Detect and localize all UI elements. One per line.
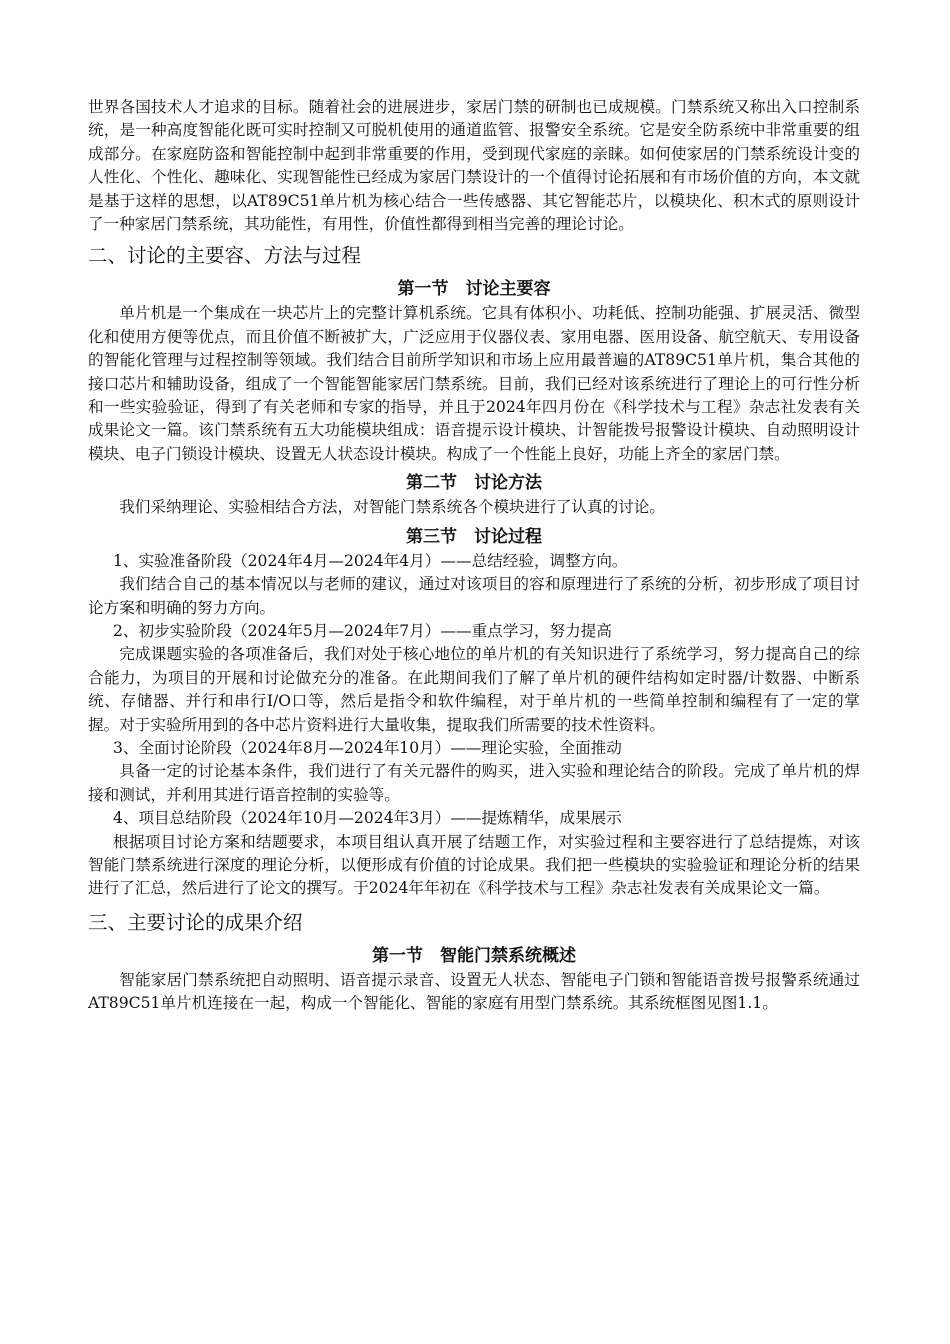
document-page bbox=[88, 96, 860, 1016]
section-3-1-paragraph: 智能家居门禁系统把自动照明、语音提示录音、设置无人状态、智能电子门锁和智能语音拨号报警系统通过AT89C51单片机连接在一起，构成一个智能化、智能的家庭有用型门禁系统。其系统框图见图1.1。 bbox=[88, 970, 860, 1013]
section-2-2-paragraph: 我们采纳理论、实验相结合方法，对智能门禁系统各个模块进行了认真的讨论。 bbox=[119, 498, 665, 517]
stage-3-text: 具备一定的讨论基本条件，我们进行了有关元器件的购买，进入实验和理论结合的阶段。完成了单片机的焊接和测试，并利用其进行语音控制的实验等。 bbox=[88, 762, 860, 804]
section-2-1-paragraph: 单片机是一个集成在一块芯片上的完整计算机系统。它具有体积小、功耗低、控制功能强、扩展灵活、微型化和使用方便等优点，而且价值不断被扩大，广泛应用于仪器仪表、家用电器、医用设备、航空航天、专用设备的智能化管理与过程控制等领域。我们结合目前所学知识和市场上应用最普遍的AT89C51单片机，集合其他的接口芯片和辅助设备，组成了一个智能智能家居门禁系统。目前，我们已经对该系统进行了理论上的可行性分析和一些实验验证，得到了有关老师和专家的指导，并且于2024年四月份在《科学技术与工程》杂志社发表有关成果论文一篇。该门禁系统有五大功能模块组成：语音提示设计模块、计智能拨号报警设计模块、自动照明设计模块、电子门锁设计模块、设置无人状态设计模块。构成了一个性能上良好，功能上齐全的家居门禁。 bbox=[88, 304, 860, 463]
stage-1-title: 1、实验准备阶段（2024年4月—2024年4月）——总结经验，调整方向。 bbox=[112, 551, 628, 570]
section-2-2-heading: 第二节 讨论方法 bbox=[406, 473, 542, 494]
section-3-1-heading: 第一节 智能门禁系统概述 bbox=[372, 945, 576, 966]
section-2-3-heading: 第三节 讨论过程 bbox=[406, 526, 542, 547]
stage-4-text: 根据项目讨论方案和结题要求，本项目组认真开展了结题工作，对实验过程和主要容进行了总结提炼，对该智能门禁系统进行深度的理论分析，以便形成有价值的讨论成果。我们把一些模块的实验验证和理论分析的结果进行了汇总，然后进行了论文的撰写。于2024年年初在《科学技术与工程》杂志社发表有关成果论文一篇。 bbox=[88, 832, 860, 898]
stage-4-title: 4、项目总结阶段（2024年10月—2024年3月）——提炼精华，成果展示 bbox=[112, 809, 622, 828]
stage-2-title: 2、初步实验阶段（2024年5月—2024年7月）——重点学习，努力提高 bbox=[112, 621, 612, 640]
section-2-heading: 二、讨论的主要容、方法与过程 bbox=[88, 244, 362, 268]
stage-2-text: 完成课题实验的各项准备后，我们对处于核心地位的单片机的有关知识进行了系统学习，努力提高自己的综合能力，为项目的开展和讨论做充分的准备。在此期间我们了解了单片机的硬件结构如定时器/计数器、中断系统、存储器、并行和串行I/O口等，然后是指令和软件编程，对于单片机的一些简单控制和编程有了一定的掌握。对于实验所用到的各中芯片资料进行大量收集，提取我们所需要的技术性资料。 bbox=[88, 645, 860, 734]
section-3-heading: 三、主要讨论的成果介绍 bbox=[88, 910, 303, 934]
stage-1-text: 我们结合自己的基本情况以与老师的建议，通过对该项目的容和原理进行了系统的分析，初步形成了项目讨论方案和明确的努力方向。 bbox=[88, 575, 860, 617]
stage-3-title: 3、全面讨论阶段（2024年8月—2024年10月）——理论实验，全面推动 bbox=[112, 738, 622, 757]
section-2-1-heading: 第一节 讨论主要容 bbox=[397, 279, 551, 300]
intro-paragraph: 世界各国技术人才追求的目标。随着社会的进展进步，家居门禁的研制也已成规模。门禁系统又称出入口控制系统，是一种高度智能化既可实时控制又可脱机使用的通道监管、报警安全系统。它是安全防系统中非常重要的组成部分。在家庭防盗和智能控制中起到非常重要的作用，受到现代家庭的亲睐。如何使家居的门禁系统设计变的人性化、个性化、趣味化、实现智能性已经成为家居门禁设计的一个值得讨论拓展和有市场价值的方向，本文就是基于这样的思想，以AT89C51单片机为核心结合一些传感器、其它智能芯片，以模块化、积木式的原则设计了一种家居门禁系统，其功能性，有用性，价值性都得到相当完善的理论讨论。 bbox=[88, 98, 860, 234]
